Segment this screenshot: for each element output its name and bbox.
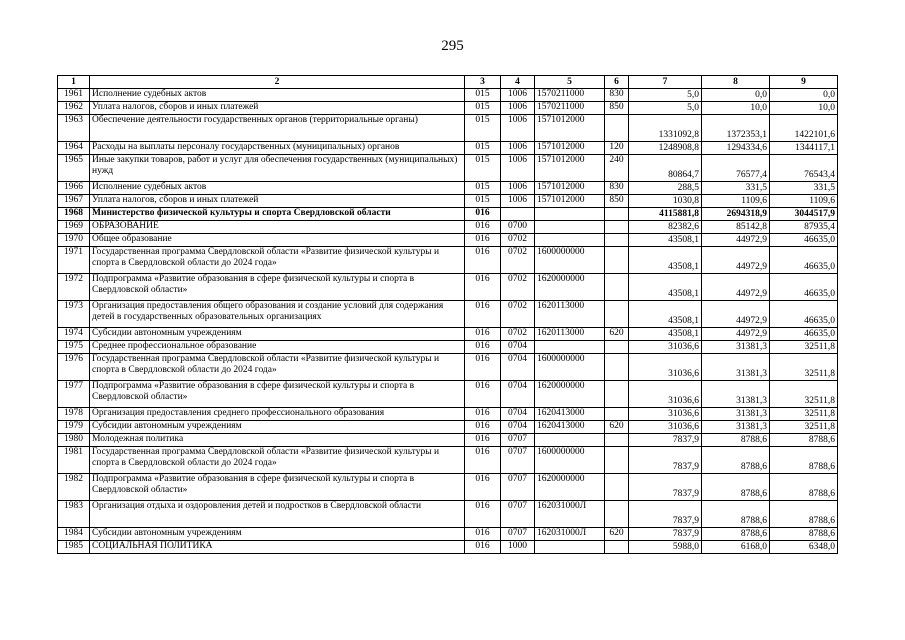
row-name: Субсидии автономным учреждениям bbox=[90, 421, 465, 434]
row-target-code: 162031000Л bbox=[535, 528, 605, 541]
row-name: Среднее профессиональное образование bbox=[90, 341, 465, 354]
row-amount-year2: 44972,9 bbox=[702, 234, 770, 247]
row-amount-year1: 7837,9 bbox=[629, 528, 702, 541]
row-name: Организация предоставления среднего профессионального образования bbox=[90, 408, 465, 421]
row-number: 1969 bbox=[58, 221, 90, 234]
row-target-code: 1571012000 bbox=[535, 195, 605, 208]
row-admin-code: 015 bbox=[465, 89, 501, 102]
row-admin-code: 016 bbox=[465, 501, 501, 528]
row-expense-type bbox=[605, 408, 629, 421]
row-target-code: 1620000000 bbox=[535, 381, 605, 408]
row-amount-year3: 46635,0 bbox=[770, 328, 838, 341]
row-section-code: 0704 bbox=[501, 381, 535, 408]
col-header-3: 3 bbox=[465, 76, 501, 89]
row-target-code bbox=[535, 341, 605, 354]
row-expense-type bbox=[605, 501, 629, 528]
row-amount-year1: 7837,9 bbox=[629, 474, 702, 501]
row-amount-year2: 8788,6 bbox=[702, 434, 770, 447]
row-expense-type: 850 bbox=[605, 195, 629, 208]
row-expense-type bbox=[605, 474, 629, 501]
table-row bbox=[58, 142, 838, 155]
header-row bbox=[58, 76, 838, 89]
row-target-code bbox=[535, 541, 605, 554]
row-admin-code: 015 bbox=[465, 142, 501, 155]
row-admin-code: 016 bbox=[465, 541, 501, 554]
table-row bbox=[58, 89, 838, 102]
row-section-code: 1006 bbox=[501, 102, 535, 115]
row-amount-year3: 32511,8 bbox=[770, 408, 838, 421]
table-row bbox=[58, 408, 838, 421]
row-expense-type bbox=[605, 434, 629, 447]
row-amount-year3: 8788,6 bbox=[770, 528, 838, 541]
col-header-1: 1 bbox=[58, 76, 90, 89]
row-number: 1962 bbox=[58, 102, 90, 115]
table-row bbox=[58, 208, 838, 221]
row-section-code: 0707 bbox=[501, 501, 535, 528]
row-target-code: 1571012000 bbox=[535, 115, 605, 142]
row-target-code: 1620000000 bbox=[535, 474, 605, 501]
row-name: Подпрограмма «Развитие образования в сфере физической культуры и спорта в Свердловской области» bbox=[90, 381, 465, 408]
row-target-code: 1620113000 bbox=[535, 328, 605, 341]
row-number: 1971 bbox=[58, 247, 90, 274]
row-target-code: 1571012000 bbox=[535, 182, 605, 195]
row-amount-year2: 1372353,1 bbox=[702, 115, 770, 142]
row-name: Субсидии автономным учреждениям bbox=[90, 528, 465, 541]
row-admin-code: 016 bbox=[465, 474, 501, 501]
row-amount-year3: 46635,0 bbox=[770, 247, 838, 274]
row-section-code: 0704 bbox=[501, 408, 535, 421]
row-name: Министерство физической культуры и спорта Свердловской области bbox=[90, 208, 465, 221]
row-name: Исполнение судебных актов bbox=[90, 89, 465, 102]
row-target-code bbox=[535, 434, 605, 447]
row-amount-year1: 43508,1 bbox=[629, 247, 702, 274]
row-section-code: 0700 bbox=[501, 221, 535, 234]
row-expense-type bbox=[605, 234, 629, 247]
table-row bbox=[58, 421, 838, 434]
row-name: Субсидии автономным учреждениям bbox=[90, 328, 465, 341]
row-amount-year1: 31036,6 bbox=[629, 341, 702, 354]
row-amount-year2: 76577,4 bbox=[702, 155, 770, 182]
table-row bbox=[58, 447, 838, 474]
row-amount-year2: 31381,3 bbox=[702, 421, 770, 434]
row-amount-year1: 43508,1 bbox=[629, 234, 702, 247]
row-section-code: 0707 bbox=[501, 474, 535, 501]
row-admin-code: 016 bbox=[465, 354, 501, 381]
row-expense-type: 620 bbox=[605, 528, 629, 541]
row-target-code: 162031000Л bbox=[535, 501, 605, 528]
row-expense-type bbox=[605, 354, 629, 381]
row-target-code bbox=[535, 221, 605, 234]
row-section-code: 0702 bbox=[501, 247, 535, 274]
row-name: СОЦИАЛЬНАЯ ПОЛИТИКА bbox=[90, 541, 465, 554]
row-amount-year2: 8788,6 bbox=[702, 474, 770, 501]
row-amount-year2: 31381,3 bbox=[702, 341, 770, 354]
row-section-code: 1006 bbox=[501, 89, 535, 102]
row-section-code: 0707 bbox=[501, 528, 535, 541]
row-number: 1964 bbox=[58, 142, 90, 155]
table-row bbox=[58, 247, 838, 274]
row-number: 1970 bbox=[58, 234, 90, 247]
row-number: 1975 bbox=[58, 341, 90, 354]
row-target-code bbox=[535, 208, 605, 221]
row-amount-year1: 1030,8 bbox=[629, 195, 702, 208]
row-amount-year3: 8788,6 bbox=[770, 434, 838, 447]
row-section-code: 1006 bbox=[501, 115, 535, 142]
row-name: Подпрограмма «Развитие образования в сфере физической культуры и спорта в Свердловской области» bbox=[90, 474, 465, 501]
row-amount-year1: 5,0 bbox=[629, 89, 702, 102]
row-admin-code: 016 bbox=[465, 274, 501, 301]
row-section-code: 0702 bbox=[501, 328, 535, 341]
row-section-code: 1000 bbox=[501, 541, 535, 554]
row-amount-year3: 1344117,1 bbox=[770, 142, 838, 155]
row-amount-year3: 1422101,6 bbox=[770, 115, 838, 142]
row-admin-code: 015 bbox=[465, 102, 501, 115]
row-amount-year2: 44972,9 bbox=[702, 247, 770, 274]
row-amount-year3: 331,5 bbox=[770, 182, 838, 195]
row-admin-code: 016 bbox=[465, 421, 501, 434]
row-admin-code: 016 bbox=[465, 247, 501, 274]
row-amount-year2: 85142,8 bbox=[702, 221, 770, 234]
row-number: 1972 bbox=[58, 274, 90, 301]
row-amount-year1: 80864,7 bbox=[629, 155, 702, 182]
row-amount-year1: 1331092,8 bbox=[629, 115, 702, 142]
row-amount-year1: 5988,0 bbox=[629, 541, 702, 554]
table-row bbox=[58, 102, 838, 115]
row-admin-code: 016 bbox=[465, 234, 501, 247]
row-name: Организация отдыха и оздоровления детей и подростков в Свердловской области bbox=[90, 501, 465, 528]
table-row bbox=[58, 341, 838, 354]
row-number: 1963 bbox=[58, 115, 90, 142]
row-name: Уплата налогов, сборов и иных платежей bbox=[90, 102, 465, 115]
row-number: 1984 bbox=[58, 528, 90, 541]
row-target-code: 1620413000 bbox=[535, 408, 605, 421]
row-section-code: 0702 bbox=[501, 274, 535, 301]
row-expense-type: 120 bbox=[605, 142, 629, 155]
row-amount-year2: 31381,3 bbox=[702, 381, 770, 408]
row-admin-code: 016 bbox=[465, 328, 501, 341]
row-expense-type bbox=[605, 447, 629, 474]
row-target-code: 1570211000 bbox=[535, 102, 605, 115]
row-number: 1985 bbox=[58, 541, 90, 554]
row-amount-year2: 6168,0 bbox=[702, 541, 770, 554]
col-header-2: 2 bbox=[90, 76, 465, 89]
row-amount-year2: 1109,6 bbox=[702, 195, 770, 208]
row-amount-year1: 31036,6 bbox=[629, 421, 702, 434]
row-number: 1976 bbox=[58, 354, 90, 381]
table-row bbox=[58, 528, 838, 541]
row-section-code: 0702 bbox=[501, 234, 535, 247]
row-target-code: 1571012000 bbox=[535, 155, 605, 182]
row-expense-type bbox=[605, 208, 629, 221]
row-amount-year1: 31036,6 bbox=[629, 381, 702, 408]
row-target-code bbox=[535, 234, 605, 247]
row-amount-year2: 0,0 bbox=[702, 89, 770, 102]
row-number: 1967 bbox=[58, 195, 90, 208]
row-expense-type: 830 bbox=[605, 89, 629, 102]
row-section-code: 0707 bbox=[501, 447, 535, 474]
row-admin-code: 016 bbox=[465, 447, 501, 474]
table-row bbox=[58, 234, 838, 247]
row-section-code: 1006 bbox=[501, 142, 535, 155]
row-name: Общее образование bbox=[90, 234, 465, 247]
row-amount-year3: 10,0 bbox=[770, 102, 838, 115]
row-amount-year1: 1248908,8 bbox=[629, 142, 702, 155]
table-row bbox=[58, 328, 838, 341]
row-target-code: 1620113000 bbox=[535, 301, 605, 328]
row-amount-year2: 8788,6 bbox=[702, 447, 770, 474]
row-admin-code: 016 bbox=[465, 408, 501, 421]
row-number: 1961 bbox=[58, 89, 90, 102]
row-section-code: 0707 bbox=[501, 434, 535, 447]
row-name: Обеспечение деятельности государственных органов (территориальные органы) bbox=[90, 115, 465, 142]
row-section-code: 0704 bbox=[501, 341, 535, 354]
table-row bbox=[58, 381, 838, 408]
row-amount-year3: 76543,4 bbox=[770, 155, 838, 182]
row-section-code: 1006 bbox=[501, 195, 535, 208]
row-target-code: 1600000000 bbox=[535, 447, 605, 474]
row-amount-year3: 8788,6 bbox=[770, 474, 838, 501]
row-amount-year2: 2694318,9 bbox=[702, 208, 770, 221]
row-section-code: 0702 bbox=[501, 301, 535, 328]
row-expense-type bbox=[605, 341, 629, 354]
row-name: Иные закупки товаров, работ и услуг для обеспечения государственных (муниципальных) нужд bbox=[90, 155, 465, 182]
row-amount-year3: 8788,6 bbox=[770, 447, 838, 474]
row-expense-type: 240 bbox=[605, 155, 629, 182]
row-amount-year1: 7837,9 bbox=[629, 501, 702, 528]
table-row bbox=[58, 434, 838, 447]
row-amount-year3: 0,0 bbox=[770, 89, 838, 102]
row-admin-code: 016 bbox=[465, 221, 501, 234]
row-admin-code: 016 bbox=[465, 301, 501, 328]
table-row bbox=[58, 182, 838, 195]
row-name: Уплата налогов, сборов и иных платежей bbox=[90, 195, 465, 208]
row-section-code bbox=[501, 208, 535, 221]
row-target-code: 1570211000 bbox=[535, 89, 605, 102]
row-expense-type: 620 bbox=[605, 421, 629, 434]
row-expense-type bbox=[605, 541, 629, 554]
row-number: 1978 bbox=[58, 408, 90, 421]
row-expense-type bbox=[605, 274, 629, 301]
row-name: Исполнение судебных актов bbox=[90, 182, 465, 195]
row-admin-code: 016 bbox=[465, 208, 501, 221]
row-admin-code: 016 bbox=[465, 434, 501, 447]
row-amount-year2: 10,0 bbox=[702, 102, 770, 115]
table-row bbox=[58, 274, 838, 301]
row-amount-year2: 1294334,6 bbox=[702, 142, 770, 155]
row-target-code: 1571012000 bbox=[535, 142, 605, 155]
row-expense-type bbox=[605, 115, 629, 142]
table-row bbox=[58, 195, 838, 208]
row-amount-year1: 7837,9 bbox=[629, 434, 702, 447]
row-amount-year2: 8788,6 bbox=[702, 528, 770, 541]
row-target-code: 1620000000 bbox=[535, 274, 605, 301]
row-amount-year2: 31381,3 bbox=[702, 408, 770, 421]
table-row bbox=[58, 221, 838, 234]
row-target-code: 1600000000 bbox=[535, 247, 605, 274]
row-amount-year3: 32511,8 bbox=[770, 341, 838, 354]
row-admin-code: 016 bbox=[465, 341, 501, 354]
row-target-code: 1620413000 bbox=[535, 421, 605, 434]
row-name: Молодежная политика bbox=[90, 434, 465, 447]
table-row bbox=[58, 155, 838, 182]
row-name: Государственная программа Свердловской области «Развитие физической культуры и спорта в Свердловской области до 2024 года» bbox=[90, 354, 465, 381]
row-name: Организация предоставления общего образования и создание условий для содержания детей в государственных образовательных организациях bbox=[90, 301, 465, 328]
row-amount-year3: 32511,8 bbox=[770, 354, 838, 381]
row-number: 1974 bbox=[58, 328, 90, 341]
table-row bbox=[58, 541, 838, 554]
row-amount-year3: 46635,0 bbox=[770, 234, 838, 247]
row-amount-year3: 1109,6 bbox=[770, 195, 838, 208]
row-section-code: 1006 bbox=[501, 155, 535, 182]
row-amount-year1: 82382,6 bbox=[629, 221, 702, 234]
row-amount-year3: 87935,4 bbox=[770, 221, 838, 234]
row-number: 1965 bbox=[58, 155, 90, 182]
row-section-code: 1006 bbox=[501, 182, 535, 195]
col-header-5: 5 bbox=[535, 76, 605, 89]
row-target-code: 1600000000 bbox=[535, 354, 605, 381]
row-amount-year2: 31381,3 bbox=[702, 354, 770, 381]
row-name: Государственная программа Свердловской области «Развитие физической культуры и спорта в Свердловской области до 2024 года» bbox=[90, 247, 465, 274]
col-header-9: 9 bbox=[770, 76, 838, 89]
row-expense-type bbox=[605, 247, 629, 274]
row-amount-year1: 7837,9 bbox=[629, 447, 702, 474]
table-row bbox=[58, 474, 838, 501]
row-amount-year1: 4115881,8 bbox=[629, 208, 702, 221]
row-amount-year1: 5,0 bbox=[629, 102, 702, 115]
row-name: Расходы на выплаты персоналу государственных (муниципальных) органов bbox=[90, 142, 465, 155]
row-number: 1980 bbox=[58, 434, 90, 447]
row-number: 1966 bbox=[58, 182, 90, 195]
row-expense-type bbox=[605, 381, 629, 408]
row-name: Подпрограмма «Развитие образования в сфере физической культуры и спорта в Свердловской области» bbox=[90, 274, 465, 301]
table-row bbox=[58, 354, 838, 381]
budget-table bbox=[57, 75, 838, 554]
row-admin-code: 016 bbox=[465, 381, 501, 408]
row-expense-type: 620 bbox=[605, 328, 629, 341]
row-admin-code: 016 bbox=[465, 528, 501, 541]
row-number: 1982 bbox=[58, 474, 90, 501]
row-amount-year1: 43508,1 bbox=[629, 301, 702, 328]
row-amount-year1: 31036,6 bbox=[629, 408, 702, 421]
row-amount-year2: 8788,6 bbox=[702, 501, 770, 528]
row-expense-type: 850 bbox=[605, 102, 629, 115]
row-admin-code: 015 bbox=[465, 195, 501, 208]
row-number: 1968 bbox=[58, 208, 90, 221]
col-header-7: 7 bbox=[629, 76, 702, 89]
table-row bbox=[58, 115, 838, 142]
row-admin-code: 015 bbox=[465, 115, 501, 142]
row-amount-year3: 46635,0 bbox=[770, 301, 838, 328]
row-amount-year3: 6348,0 bbox=[770, 541, 838, 554]
row-section-code: 0704 bbox=[501, 354, 535, 381]
row-name: ОБРАЗОВАНИЕ bbox=[90, 221, 465, 234]
col-header-6: 6 bbox=[605, 76, 629, 89]
page-number: 295 bbox=[441, 38, 464, 54]
row-amount-year1: 288,5 bbox=[629, 182, 702, 195]
row-amount-year3: 3044517,9 bbox=[770, 208, 838, 221]
row-number: 1977 bbox=[58, 381, 90, 408]
row-number: 1979 bbox=[58, 421, 90, 434]
row-admin-code: 015 bbox=[465, 182, 501, 195]
table-row bbox=[58, 501, 838, 528]
row-amount-year1: 43508,1 bbox=[629, 274, 702, 301]
row-number: 1973 bbox=[58, 301, 90, 328]
row-amount-year2: 44972,9 bbox=[702, 328, 770, 341]
col-header-8: 8 bbox=[702, 76, 770, 89]
row-number: 1981 bbox=[58, 447, 90, 474]
row-name: Государственная программа Свердловской области «Развитие физической культуры и спорта в Свердловской области до 2024 года» bbox=[90, 447, 465, 474]
row-amount-year3: 8788,6 bbox=[770, 501, 838, 528]
row-amount-year2: 44972,9 bbox=[702, 301, 770, 328]
row-admin-code: 015 bbox=[465, 155, 501, 182]
row-amount-year2: 44972,9 bbox=[702, 274, 770, 301]
row-expense-type bbox=[605, 301, 629, 328]
row-amount-year3: 32511,8 bbox=[770, 381, 838, 408]
row-amount-year1: 43508,1 bbox=[629, 328, 702, 341]
row-expense-type bbox=[605, 221, 629, 234]
row-expense-type: 830 bbox=[605, 182, 629, 195]
table-row bbox=[58, 301, 838, 328]
row-number: 1983 bbox=[58, 501, 90, 528]
row-section-code: 0704 bbox=[501, 421, 535, 434]
row-amount-year1: 31036,6 bbox=[629, 354, 702, 381]
row-amount-year3: 32511,8 bbox=[770, 421, 838, 434]
col-header-4: 4 bbox=[501, 76, 535, 89]
row-amount-year3: 46635,0 bbox=[770, 274, 838, 301]
row-amount-year2: 331,5 bbox=[702, 182, 770, 195]
